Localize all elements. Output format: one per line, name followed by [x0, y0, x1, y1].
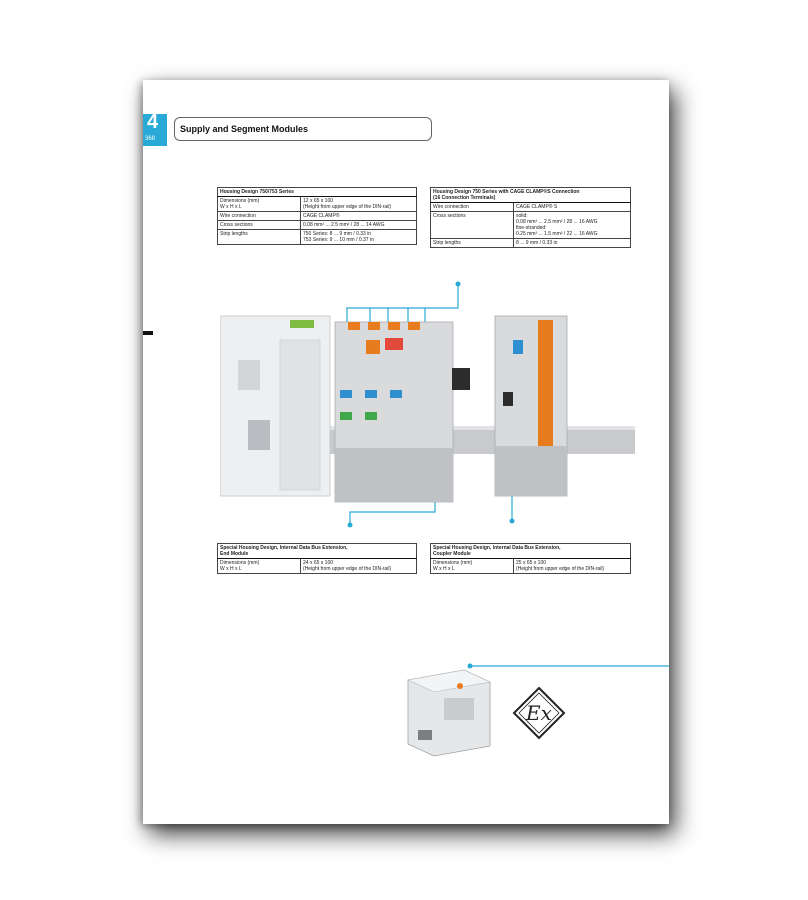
table-key: Cross sections	[218, 221, 301, 230]
io-module-illustration	[220, 280, 640, 530]
table-key: Cross sections	[431, 212, 514, 239]
table-value: CAGE CLAMP® S	[514, 203, 631, 212]
table-value: 0.08 mm² ... 2.5 mm² / 28 ... 14 AWG	[301, 221, 417, 230]
table-header: Special Housing Design, Internal Data Bus Extension, End Module	[218, 544, 417, 559]
chapter-number: 4	[147, 111, 159, 133]
io-module-group-right	[495, 316, 567, 496]
table-value: 25 x 65 x 100 (Height from upper edge of the DIN-rail)	[514, 559, 631, 574]
table-value: 24 x 65 x 100 (Height from upper edge of the DIN-rail)	[301, 559, 417, 574]
table-header: Special Housing Design, Internal Data Bus Extension, Coupler Module	[431, 544, 631, 559]
table-value: 12 x 65 x 100 (Height from upper edge of the DIN-rail)	[301, 197, 417, 212]
table-key: Wire connection	[218, 212, 301, 221]
side-marker	[143, 331, 153, 335]
table-value: solid: 0.08 mm² ... 2.5 mm² / 28 ... 16 AWG fine-stranded: 0.25 mm² ... 1.5 mm² / 22 ... 16 AWG	[514, 212, 631, 239]
table-key: Dimensions (mm) W x H x L	[431, 559, 514, 574]
table-key: Wire connection	[431, 203, 514, 212]
table-housing-750-753	[217, 187, 417, 245]
table-header: Housing Design 750/753 Series	[218, 188, 417, 197]
table-key: Dimensions (mm) W x H x L	[218, 197, 301, 212]
table-header: Housing Design 750 Series with CAGE CLAMP®S Connection (16 Connection Terminals)	[431, 188, 631, 203]
table-special-end-module	[217, 543, 417, 574]
page-title: Supply and Segment Modules	[180, 124, 309, 134]
table-special-coupler-module	[430, 543, 631, 574]
ex-logo-text: Ex	[526, 701, 552, 725]
table-housing-750-cage-clamp	[430, 187, 631, 248]
table-value: 8 ... 9 mm / 0.33 in	[514, 239, 631, 248]
page-number: 368	[145, 136, 156, 142]
table-key: Strip lengths	[431, 239, 514, 248]
ex-module-image	[408, 670, 490, 756]
table-key: Dimensions (mm) W x H x L	[218, 559, 301, 574]
table-value: CAGE CLAMP®	[301, 212, 417, 221]
table-key: Strip lengths	[218, 230, 301, 245]
ex-module-area	[404, 660, 674, 760]
io-module-group-left	[335, 322, 470, 502]
table-value: 750 Series: 8 ... 9 mm / 0.33 in 753 Series: 9 ... 10 mm / 0.37 in	[301, 230, 417, 245]
